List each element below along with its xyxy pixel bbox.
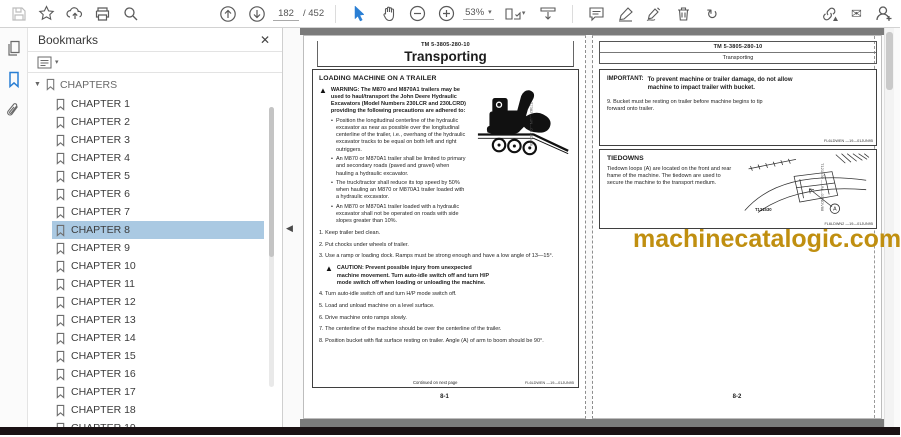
bookmark-icon: [55, 242, 66, 255]
bookmark-icon: [55, 368, 66, 381]
callout-a: A: [833, 206, 837, 213]
fit-width-icon[interactable]: [536, 3, 561, 25]
footer-code: FL6LDWEN —19—01JUN95: [525, 381, 574, 385]
tiedown-loop-illustration: [741, 153, 869, 215]
comment-icon[interactable]: [584, 3, 609, 25]
previous-page-icon[interactable]: [215, 3, 240, 25]
caution-text: CAUTION: Prevent possible injury from unexpected machine movement. Turn auto-idle switch off and turn H/P mode switch off when loading or unloading the machine.: [336, 265, 489, 286]
bookmarks-header: [28, 28, 282, 52]
bookmark-chapter-item[interactable]: [52, 383, 264, 401]
toolbar-share-group: [817, 3, 896, 25]
tm-number: TM 5-3805-280-10: [421, 42, 470, 48]
warning-bullet: [331, 156, 468, 177]
toolbar: [0, 0, 900, 28]
bookmark-icon: [55, 116, 66, 129]
bookmark-icon: [55, 278, 66, 291]
bookmarks-options-row: [28, 52, 282, 73]
columns: [319, 82, 572, 226]
procedure-step: 3. Use a ramp or loading dock. Ramps must be strong enough and have a low angle of 13—15°.: [319, 253, 554, 260]
scan-edge-top: [300, 28, 884, 35]
bookmark-chapter-item[interactable]: [52, 131, 264, 149]
highlight-icon[interactable]: [613, 3, 638, 25]
bookmark-icon: [55, 260, 66, 273]
refresh-icon[interactable]: [700, 3, 725, 25]
warning-bullets: [331, 118, 468, 225]
email-icon[interactable]: [844, 3, 869, 25]
bookmark-chapter-label: CHAPTER 18: [71, 404, 136, 416]
bookmarks-panel-icon[interactable]: [3, 69, 25, 89]
document-viewer[interactable]: [283, 28, 900, 427]
warning-bullet: [331, 204, 468, 225]
warning-bullet: [331, 180, 468, 201]
section-heading: LOADING MACHINE ON A TRAILER: [319, 75, 437, 82]
chevron-down-icon: [522, 10, 526, 17]
bookmark-chapter-item[interactable]: [52, 293, 264, 311]
sidebar-icon-strip: [0, 28, 28, 427]
excavator-on-trailer-illustration: [476, 84, 572, 160]
caution-block: [325, 265, 495, 286]
tm-number: TM 5-3805-280-10: [713, 44, 763, 50]
bookmark-chapter-label: CHAPTER 6: [71, 188, 130, 200]
bookmark-chapter-label: CHAPTER 3: [71, 134, 130, 146]
delete-icon[interactable]: [671, 3, 696, 25]
bookmark-chapter-item[interactable]: [52, 203, 264, 221]
bookmark-chapter-label: CHAPTER 5: [71, 170, 130, 182]
collapse-left-panel-icon[interactable]: [286, 224, 293, 233]
viewer-scrollbar-thumb[interactable]: [886, 32, 893, 90]
zoom-in-icon[interactable]: [434, 3, 459, 25]
sign-icon[interactable]: [642, 3, 667, 25]
bookmark-chapter-item[interactable]: [52, 113, 264, 131]
select-tool-icon[interactable]: [347, 3, 372, 25]
bookmarks-scrollbar-thumb[interactable]: [269, 107, 274, 257]
bookmark-icon: [55, 404, 66, 417]
bookmark-chapter-label: CHAPTER 14: [71, 332, 136, 344]
bookmark-icon: [55, 188, 66, 201]
save-icon[interactable]: [6, 3, 31, 25]
zoom-level-select[interactable]: [463, 7, 494, 20]
bookmark-chapter-item[interactable]: [52, 221, 264, 239]
bookmark-icon: [55, 386, 66, 399]
bookmark-chapter-item[interactable]: [52, 95, 264, 113]
bookmark-chapter-label: CHAPTER 16: [71, 368, 136, 380]
steps-1-3: [319, 230, 572, 260]
document-page-left: [303, 35, 586, 419]
bookmark-chapter-label: CHAPTER 15: [71, 350, 136, 362]
bookmark-chapter-label: CHAPTER 9: [71, 242, 130, 254]
figure-number: T121530: [755, 207, 772, 212]
warning-triangle-icon: [319, 87, 327, 116]
bullet-text: • An M870 or M870A1 trailer loaded with a hydraulic excavator shall not be operated on roads with side slopes greater than 10%.: [335, 204, 460, 225]
chevron-down-icon: [488, 9, 492, 16]
bookmark-chapter-item[interactable]: [52, 275, 264, 293]
bookmark-chapter-item[interactable]: [52, 401, 264, 419]
important-text: To prevent machine or trailer damage, do not allow machine to impact trailer with bucket.: [647, 77, 793, 92]
continued-note: Continued on next page: [413, 380, 458, 385]
bookmark-root-chapters[interactable]: [34, 76, 276, 93]
zoom-out-icon[interactable]: [405, 3, 430, 25]
toolbar-file-group: [6, 3, 143, 25]
bookmark-chapter-label: CHAPTER 8: [71, 224, 130, 236]
footer-code: FL6LDWEN —19—01JUN95: [824, 139, 873, 143]
bookmarks-options-button[interactable]: [37, 56, 59, 69]
bookmark-chapter-label: CHAPTER 13: [71, 314, 136, 326]
tiedowns-box: [599, 149, 877, 229]
chevron-down-icon: [55, 59, 59, 66]
bookmark-icon: [55, 350, 66, 363]
figure-code: T7382 —UN—01NOV88: [529, 102, 535, 146]
link-share-icon[interactable]: [817, 3, 842, 25]
warning-block: [319, 87, 468, 116]
tiedowns-text: Tiedown loops (A) are located on the front and rear frame of the machine. The tiedown are used to secure the machine to the transport medium.: [607, 166, 732, 187]
tiedown-figure: [741, 153, 869, 220]
procedure-step: 8. Position bucket with flat surface resting on trailer. Angle (A) of arm to boom should be 90°.: [319, 337, 544, 344]
page-view-icon[interactable]: [498, 3, 532, 25]
page-total-label: / 452: [303, 8, 325, 19]
bullet-text: • The truck/tractor shall reduce its top speed by 50% when hauling an M870 or M870A1 trailer loaded with a hydraulic excavator.: [335, 180, 465, 201]
star-icon[interactable]: [34, 3, 59, 25]
bookmark-icon: [55, 134, 66, 147]
bottom-bar: [0, 427, 900, 435]
bookmarks-panel: [28, 28, 283, 427]
bookmarks-tree: [28, 73, 276, 427]
bookmarks-list: [28, 95, 276, 437]
bookmark-chapter-label: CHAPTER 2: [71, 116, 130, 128]
important-block: [607, 76, 869, 92]
bookmark-chapter-label: CHAPTER 12: [71, 296, 136, 308]
bookmark-root-label: CHAPTERS: [59, 78, 118, 91]
page-number: 8-1: [440, 394, 449, 400]
running-head: Transporting: [600, 52, 876, 63]
bookmark-chapter-label: CHAPTER 17: [71, 386, 136, 398]
excavator-figure: [476, 84, 572, 226]
procedure-step: 4. Turn auto-idle switch off and turn H/P mode switch off.: [319, 291, 457, 298]
toolbar-nav-group: [215, 3, 725, 25]
warning-text: WARNING: The M870 and M870A1 trailers may be used to haul/transport the John Deere Hydraulic Excavators (Model Numbers 230LCR and 230LCRD) providing the following precautions are adhered to:: [330, 87, 467, 115]
bookmarks-scrollbar[interactable]: [269, 107, 274, 387]
bookmark-chapter-label: CHAPTER 11: [71, 278, 135, 290]
columns: [607, 155, 869, 220]
attachments-icon[interactable]: [3, 100, 25, 120]
warning-triangle-icon: [325, 265, 333, 286]
page-title: Transporting: [404, 49, 487, 64]
bookmark-chapter-item[interactable]: [52, 185, 264, 203]
bookmark-icon: [55, 332, 66, 345]
bullet-text: • An M870 or M870A1 trailer shall be limited to primary and secondary roads (paved and gravel) when hauling a hydraulic excavator.: [335, 156, 466, 177]
important-label: IMPORTANT:: [607, 76, 644, 82]
warning-column: [319, 82, 468, 226]
bookmark-chapter-item[interactable]: [52, 365, 264, 383]
bookmark-icon: [55, 98, 66, 111]
toolbar-divider: [572, 5, 573, 23]
loading-section-box: [312, 69, 579, 388]
account-share-icon[interactable]: [871, 3, 896, 25]
important-box: [599, 69, 877, 146]
page-header: [317, 41, 574, 67]
bookmark-icon: [55, 296, 66, 309]
procedure-step: 6. Drive machine onto ramps slowly.: [319, 314, 407, 321]
bookmark-chapter-item[interactable]: [52, 329, 264, 347]
steps-4-8: [319, 291, 572, 345]
bookmark-chapter-label: CHAPTER 7: [71, 206, 130, 218]
page-header: [599, 41, 877, 64]
toolbar-divider: [335, 5, 336, 23]
bookmarks-title: Bookmarks: [38, 32, 99, 47]
bullet-text: • Position the longitudinal centerline of the hydraulic excavator as near as possible over the longitudinal centerline of the trailer, i.e., overhang of the hydraulic excavator tracks to be equal on both left and right outriggers.: [335, 118, 466, 153]
procedure-step: 5. Load and unload machine on a level surface.: [319, 303, 435, 310]
step-9: 9. Bucket must be resting on trailer before machine begins to tip forward onto trailer.: [607, 99, 763, 113]
page-thumbnails-icon[interactable]: [3, 38, 25, 58]
procedure-step: 2. Put chocks under wheels of trailer.: [319, 241, 409, 248]
warning-bullet: [331, 118, 468, 154]
search-icon[interactable]: [118, 3, 143, 25]
tiedowns-text-column: [607, 155, 737, 220]
bookmark-icon: [45, 78, 56, 91]
zoom-level-value: 53%: [465, 7, 485, 18]
bookmark-chapter-item[interactable]: [52, 239, 264, 257]
bookmark-chapter-item[interactable]: [52, 311, 264, 329]
bookmark-chapter-item[interactable]: [52, 347, 264, 365]
bookmark-icon: [55, 152, 66, 165]
bookmark-chapter-item[interactable]: [52, 257, 264, 275]
bookmark-icon: [55, 170, 66, 183]
bookmark-chapter-item[interactable]: [52, 167, 264, 185]
bookmark-chapter-label: CHAPTER 10: [71, 260, 136, 272]
page-number: 8-2: [732, 394, 742, 400]
close-icon[interactable]: [256, 31, 274, 49]
figure-code: T121530 —UN—01NOV88: [819, 163, 825, 212]
bookmark-chapter-item[interactable]: [52, 149, 264, 167]
bookmark-chapter-label: CHAPTER 1: [71, 98, 130, 110]
bookmark-chapter-label: CHAPTER 4: [71, 152, 130, 164]
tiedowns-heading: TIEDOWNS: [607, 155, 644, 162]
bookmark-icon: [55, 224, 66, 237]
hand-tool-icon[interactable]: [376, 3, 401, 25]
next-page-icon[interactable]: [244, 3, 269, 25]
footer-code: FL6LDWN2 —19—01JUN95: [824, 222, 873, 226]
print-icon[interactable]: [90, 3, 115, 25]
procedure-step: 1. Keep trailer bed clean.: [319, 230, 381, 237]
scan-edge-bottom: [300, 419, 884, 427]
cloud-upload-icon[interactable]: [62, 3, 87, 25]
watermark: machinecatalogic.com: [633, 225, 901, 253]
page-number-input[interactable]: [273, 6, 299, 21]
procedure-step: 7. The centerline of the machine should be over the centerline of the trailer.: [319, 326, 502, 333]
bookmark-icon: [55, 206, 66, 219]
collapse-caret-icon[interactable]: [34, 81, 41, 88]
bookmark-icon: [55, 314, 66, 327]
